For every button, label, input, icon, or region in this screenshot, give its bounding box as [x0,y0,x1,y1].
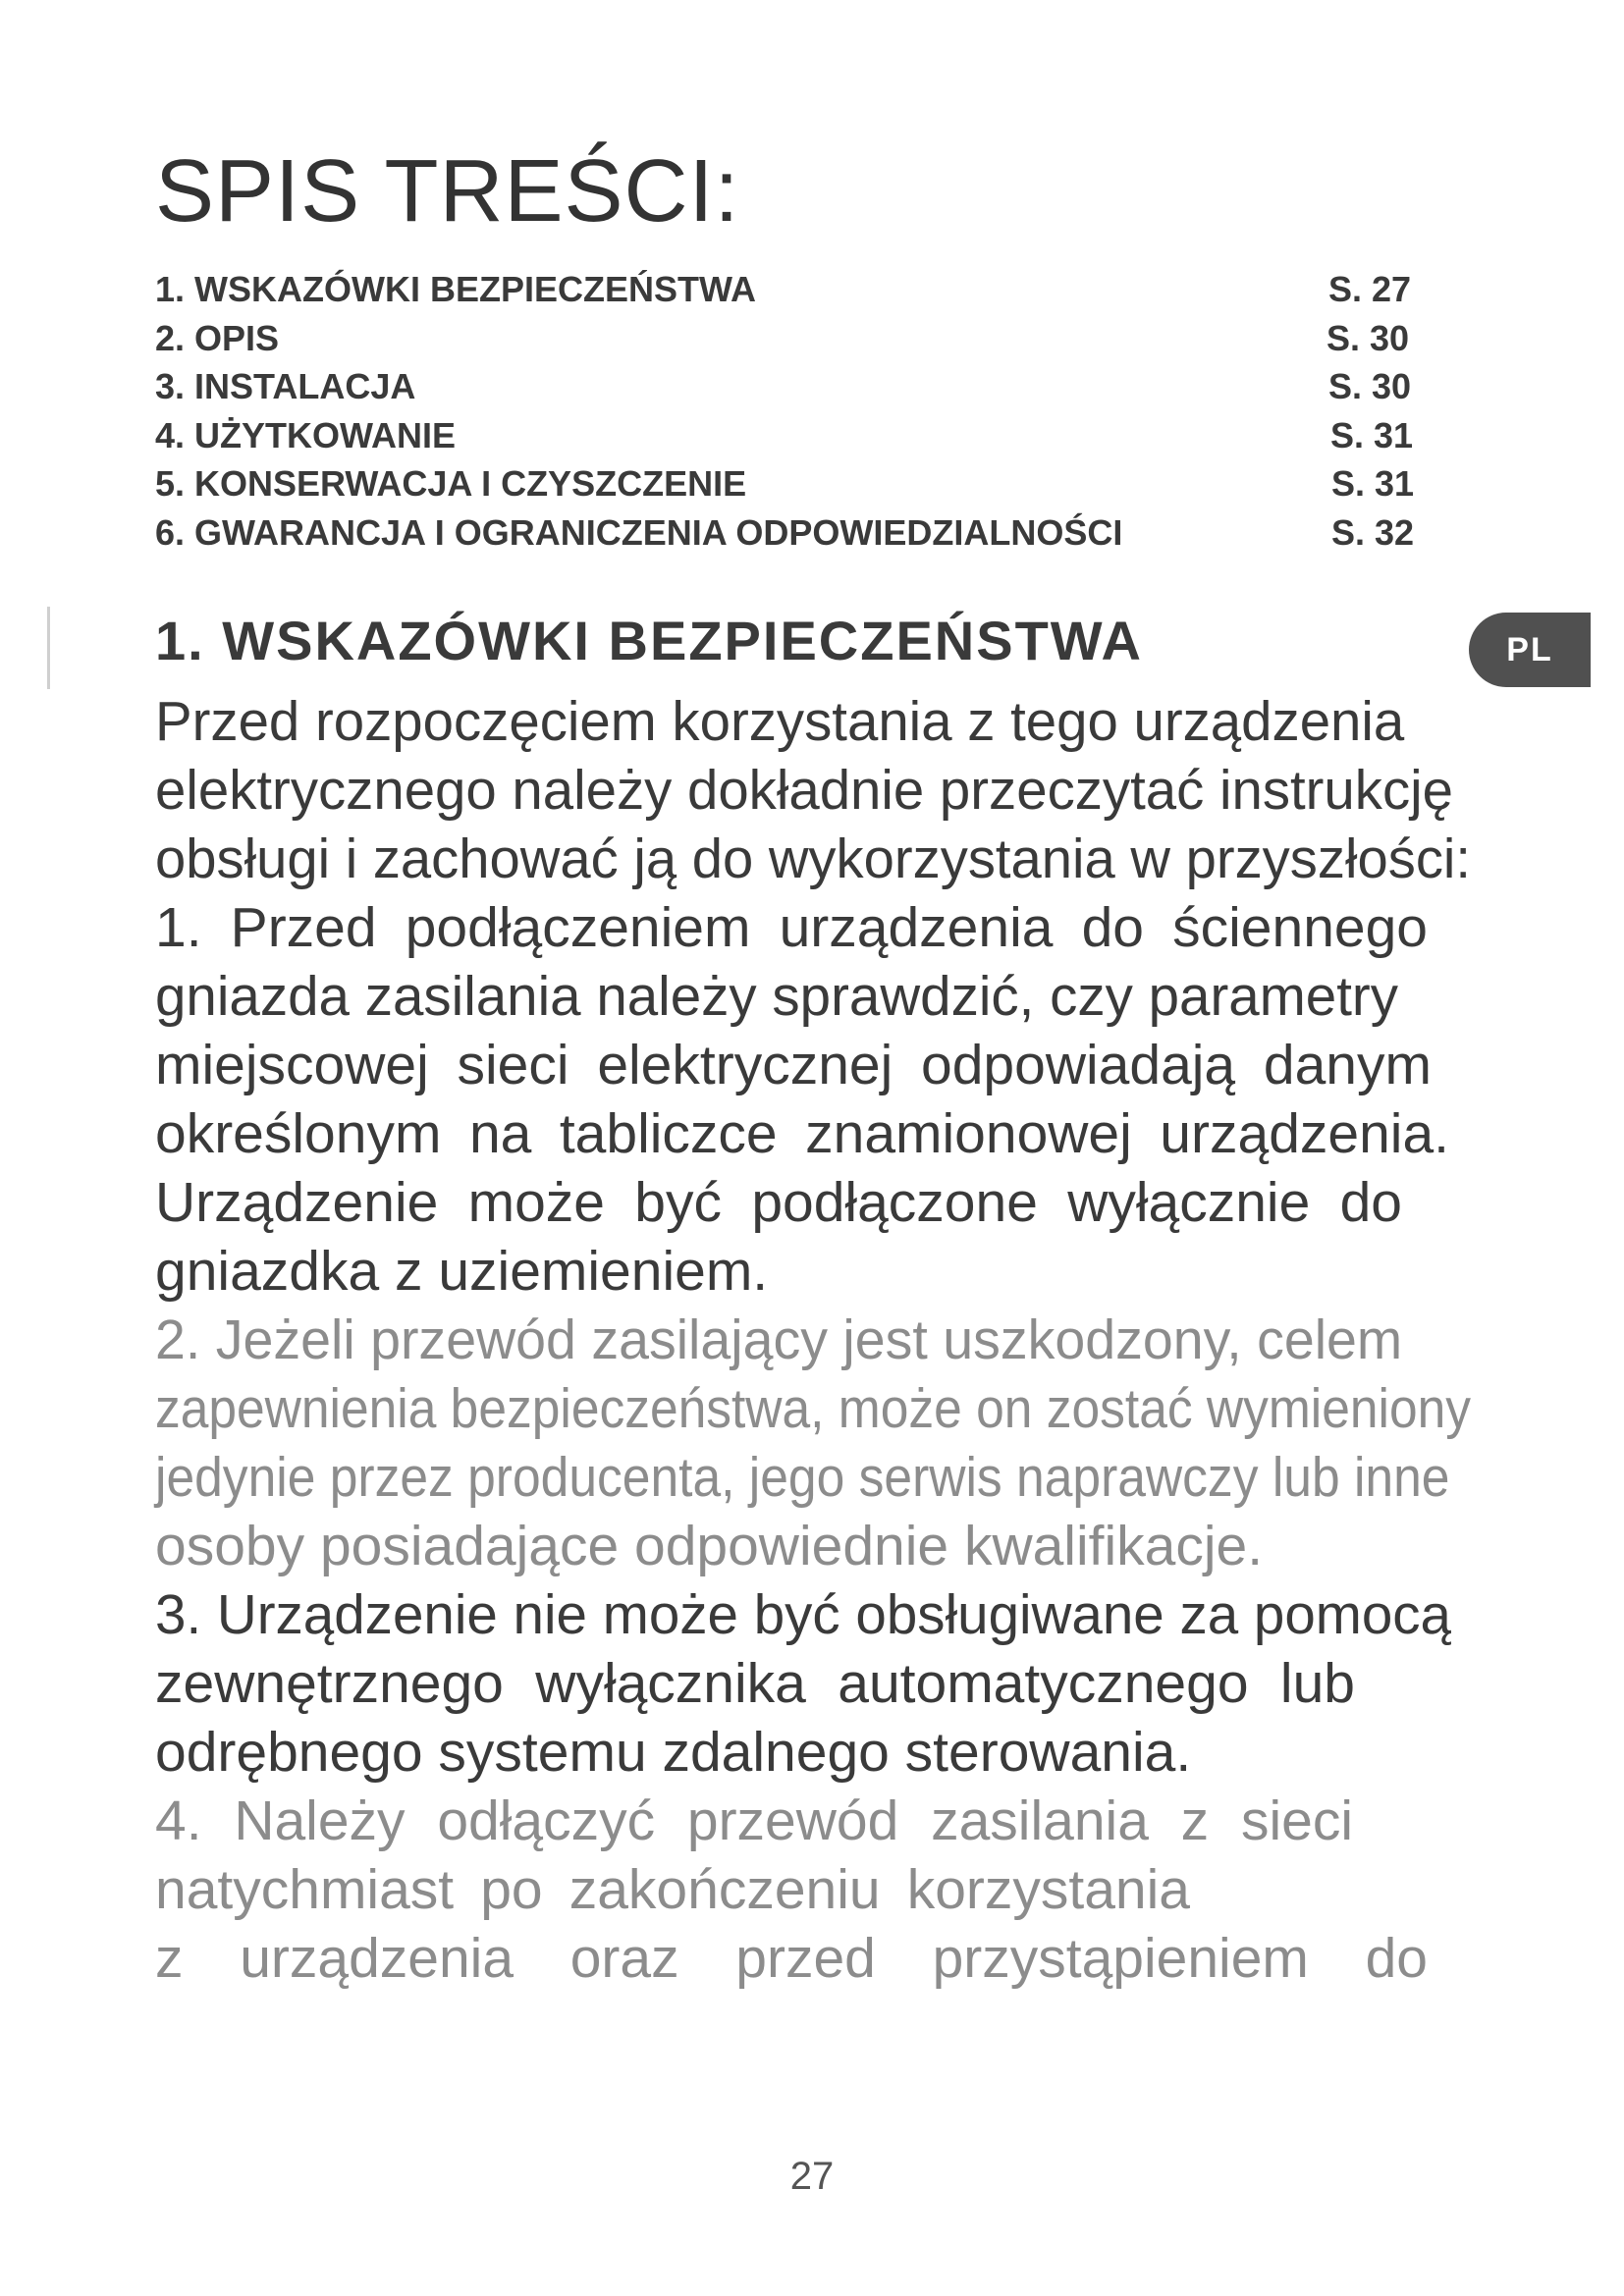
text-line: Przed rozpoczęciem korzystania z tego urządzenia [155,690,1405,753]
text-line: miejscowej sieci elektrycznej odpowiadają danym [155,1034,1432,1096]
text-line: gniazdka z uziemieniem. [155,1240,769,1303]
toc-item-page: S. 30 [1326,317,1410,358]
text-line: Urządzenie może być podłączone wyłącznie do [155,1171,1402,1234]
text-line: określonym na tabliczce znamionowej urządzenia. [155,1102,1449,1165]
toc-item-label: 3. INSTALACJA [155,366,416,406]
text-line: 3. Urządzenie nie może być obsługiwane za pomocą [155,1583,1451,1646]
text-line: 4. Należy odłączyć przewód zasilania z sieci [155,1789,1353,1852]
safety-item-4 [155,1787,1471,1993]
toc-item [155,411,1432,460]
text-line: 2. Jeżeli przewód zasilający jest uszkodzony, celem [155,1308,1403,1371]
text-line: zapewnienia bezpieczeństwa, może on zostać wymieniony [155,1377,1471,1440]
page-title: SPIS TREŚCI: [155,142,740,240]
page-number: 27 [789,2155,835,2198]
toc-item-label: 6. GWARANCJA I OGRANICZENIA ODPOWIEDZIALNOŚCI [155,511,1123,553]
toc-item [155,362,1432,411]
toc-item-label: 4. UŻYTKOWANIE [155,414,457,455]
toc-item-label: 5. KONSERWACJA I CZYSZCZENIE [155,463,747,504]
text-line: gniazda zasilania należy sprawdzić, czy parametry [155,965,1398,1028]
toc-item [155,265,1432,314]
toc-item [155,314,1432,363]
text-line: 1. Przed podłączeniem urządzenia do ściennego [155,896,1428,959]
text-line: odrębnego systemu zdalnego sterowania. [155,1721,1192,1784]
toc-item [155,459,1432,508]
toc-item-page: S. 31 [1330,414,1414,455]
language-tab: PL [1469,613,1591,687]
text-line: zewnętrznego wyłącznika automatycznego lub [155,1652,1355,1715]
section-heading: 1. WSKAZÓWKI BEZPIECZEŃSTWA [155,610,1143,671]
text-line: z urządzenia oraz przed przystąpieniem do [155,1927,1428,1990]
safety-item-2 [155,1306,1471,1580]
text-line: obsługi i zachować ją do wykorzystania w przyszłości: [155,828,1472,890]
text-line: elektrycznego należy dokładnie przeczytać instrukcję [155,759,1453,822]
text-line: jedynie przez producenta, jego serwis naprawczy lub inne [155,1446,1450,1509]
toc-item-page: S. 31 [1331,463,1415,504]
safety-item-1 [155,893,1471,1306]
safety-item-3 [155,1580,1471,1787]
toc-item-label: 1. WSKAZÓWKI BEZPIECZEŃSTWA [155,269,756,309]
table-of-contents [155,265,1432,557]
intro-paragraph [155,687,1471,893]
body-text [155,687,1471,1993]
toc-item-page: S. 32 [1331,511,1415,553]
toc-item [155,508,1432,558]
toc-item-page: S. 30 [1328,366,1412,406]
text-line: natychmiast po zakończeniu korzystania [155,1858,1190,1921]
margin-divider [47,607,50,689]
text-line: osoby posiadające odpowiednie kwalifikacje. [155,1515,1264,1577]
toc-item-page: S. 27 [1328,269,1412,309]
toc-item-label: 2. OPIS [155,317,280,358]
